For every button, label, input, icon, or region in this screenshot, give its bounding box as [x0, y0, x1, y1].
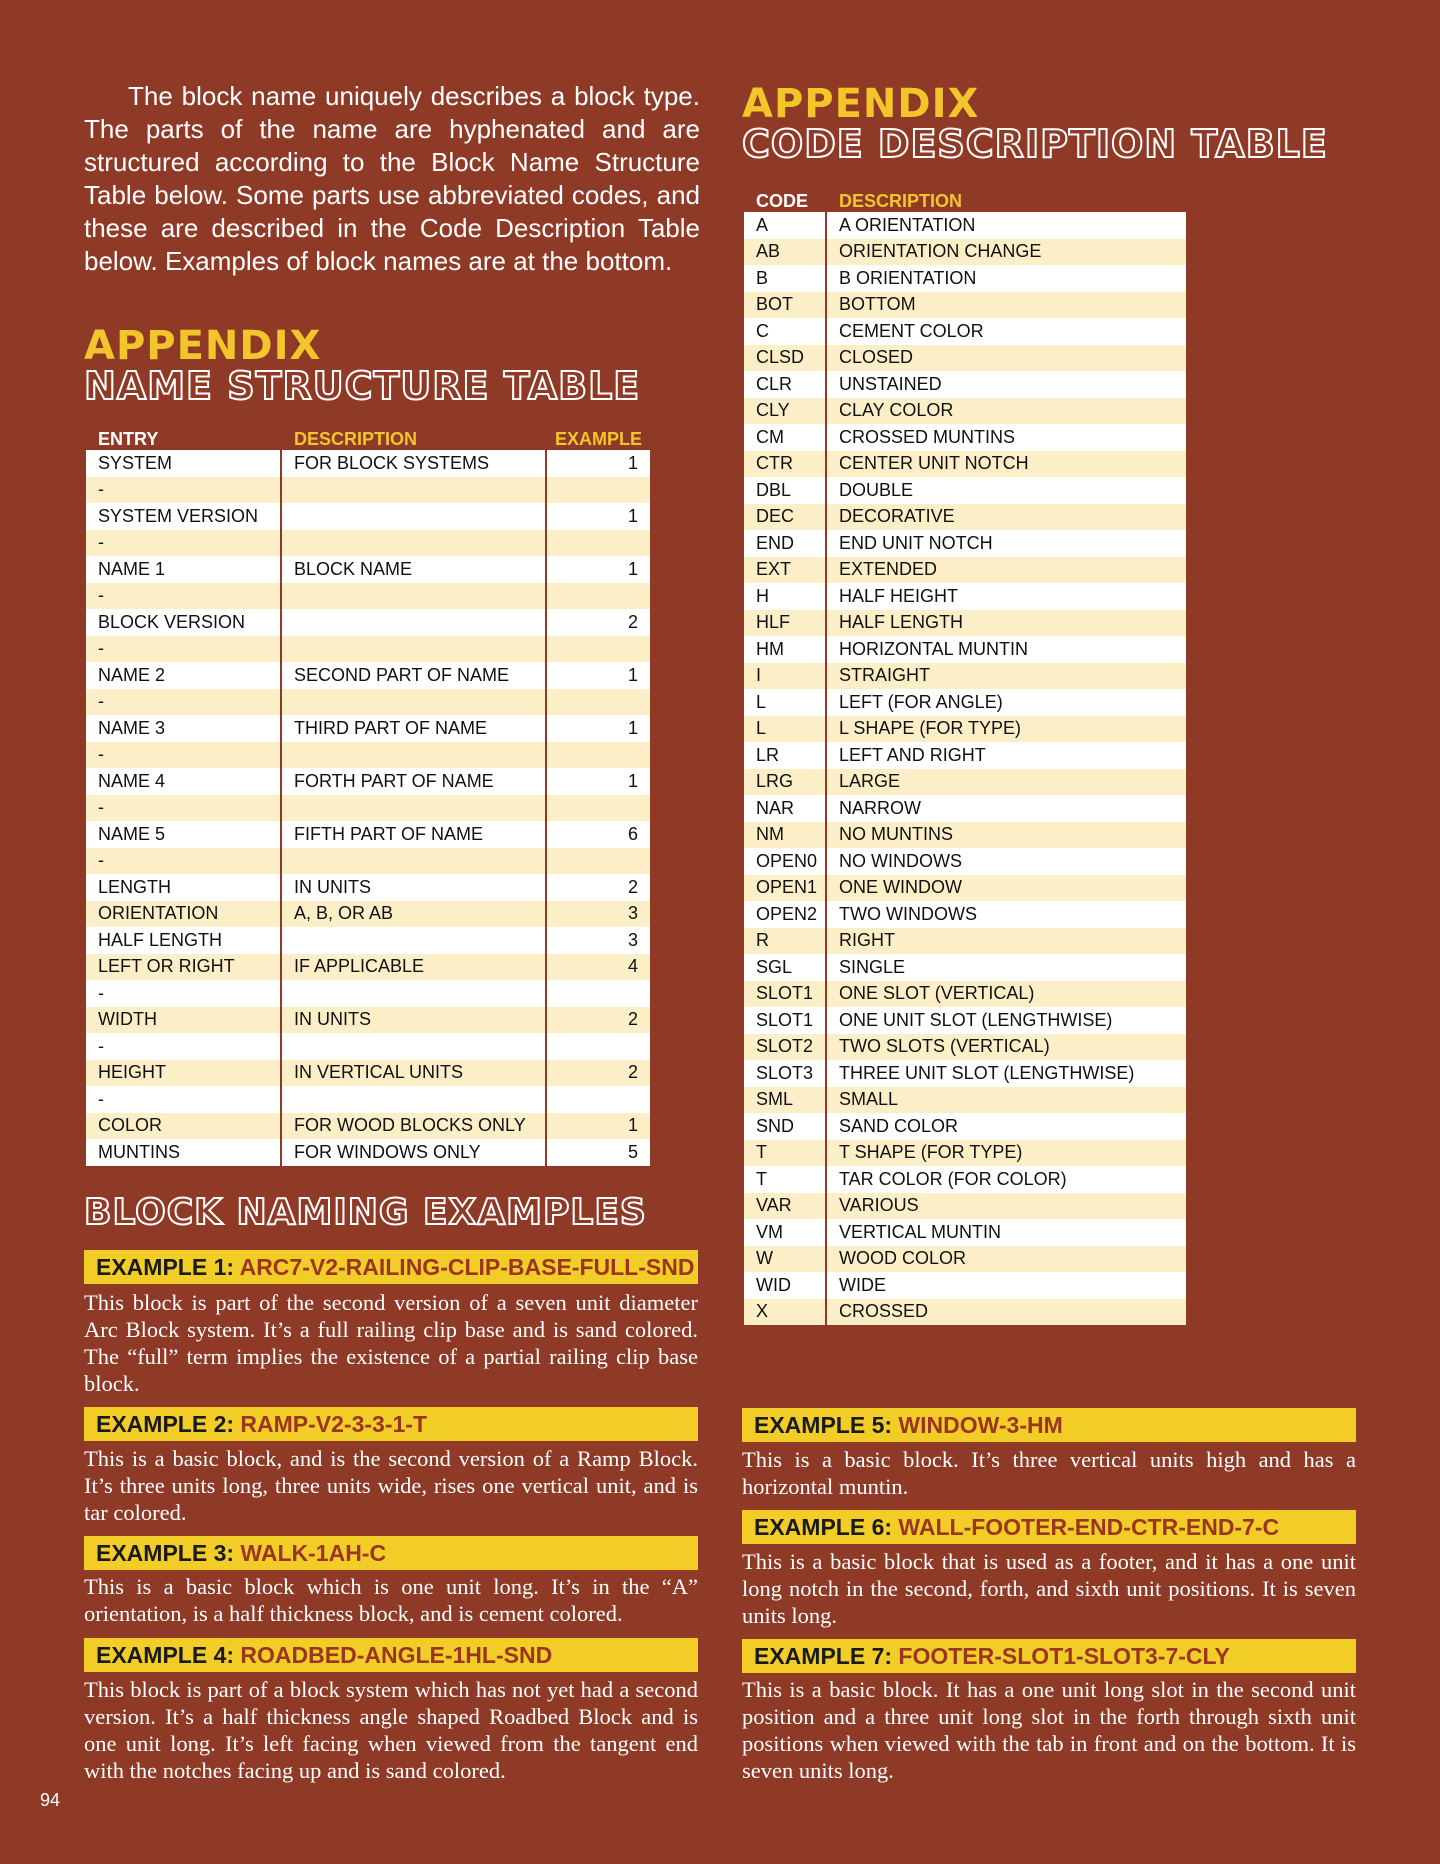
code-table-row [744, 663, 1186, 690]
code-table-row [744, 1113, 1186, 1140]
intro-paragraph: The block name uniquely describes a block type. The parts of the name are hyphenated and are structured according to the Block Name Structure Table below. Some parts use abbreviated codes, and these are described in the Code Description Table below. Examples of block names are at the bottom. [84, 81, 700, 276]
name-table-row-cell: IN UNITS [281, 874, 546, 901]
code-table-row-cell: TWO WINDOWS [826, 901, 1186, 928]
code-table-row-cell: SMALL [826, 1087, 1186, 1114]
name-table-row-cell [546, 848, 650, 875]
name-table-row-cell: - [86, 1033, 281, 1060]
code-table-row-cell: X [744, 1299, 826, 1326]
code-table-row-cell: HLF [744, 610, 826, 637]
code-table-row-cell: T [744, 1166, 826, 1193]
code-table-row [744, 212, 1186, 239]
code-table-row [744, 742, 1186, 769]
name-table-row [86, 556, 650, 583]
name-table-row-cell: LENGTH [86, 874, 281, 901]
code-table-row-cell: HM [744, 636, 826, 663]
code-table-row-cell: T SHAPE (FOR TYPE) [826, 1140, 1186, 1167]
code-table-row [744, 795, 1186, 822]
code-table-row-cell: CROSSED [826, 1299, 1186, 1326]
code-table-row-cell: CLR [744, 371, 826, 398]
name-table-row-cell: - [86, 1086, 281, 1113]
name-table-row-cell: 1 [546, 450, 650, 477]
code-table-row-cell: C [744, 318, 826, 345]
name-table-row-cell: - [86, 742, 281, 769]
example-6-text: This is a basic block that is used as a footer, and it has a one unit long notch in the second, forth, and sixth unit positions. It is seven units long. [742, 1549, 1356, 1628]
name-table-row-cell: 1 [546, 503, 650, 530]
name-table-row-cell [281, 689, 546, 716]
code-table-row-cell: ONE UNIT SLOT (LENGTHWISE) [826, 1007, 1186, 1034]
code-table-row-cell: VAR [744, 1193, 826, 1220]
name-table-row-cell: 2 [546, 609, 650, 636]
name-table-row-cell [546, 742, 650, 769]
code-table-row [744, 875, 1186, 902]
code-table-row [744, 371, 1186, 398]
name-table-row-cell: - [86, 636, 281, 663]
code-table-row [744, 477, 1186, 504]
name-table-row [86, 609, 650, 636]
code-table-row [744, 1034, 1186, 1061]
code-table-row-cell: CM [744, 424, 826, 451]
code-table-row-cell: LEFT AND RIGHT [826, 742, 1186, 769]
example-3-label: EXAMPLE 3: [96, 1540, 235, 1566]
code-table-row-cell: SINGLE [826, 954, 1186, 981]
name-table-row [86, 821, 650, 848]
code-table-row [744, 1140, 1186, 1167]
header-code-description: DESCRIPTION [826, 186, 1186, 212]
example-3-name: WALK-1AH-C [240, 1540, 387, 1566]
code-table-row-cell: CTR [744, 451, 826, 478]
code-table-row [744, 848, 1186, 875]
name-table-row [86, 689, 650, 716]
name-table-row [86, 848, 650, 875]
name-table-row-cell: HALF LENGTH [86, 927, 281, 954]
code-table-row [744, 557, 1186, 584]
name-structure-table [86, 424, 650, 1166]
code-table-row-cell: DECORATIVE [826, 504, 1186, 531]
example-6-label: EXAMPLE 6: [754, 1514, 893, 1540]
code-table-row-cell: SGL [744, 954, 826, 981]
name-table-row [86, 874, 650, 901]
code-table-row-cell: EXTENDED [826, 557, 1186, 584]
code-table-row [744, 901, 1186, 928]
name-table-row-cell: - [86, 848, 281, 875]
code-table-row-cell: CROSSED MUNTINS [826, 424, 1186, 451]
code-table-row [744, 292, 1186, 319]
name-table-row-cell [281, 636, 546, 663]
name-table-row-cell: SECOND PART OF NAME [281, 662, 546, 689]
name-table-title: NAME STRUCTURE TABLE [84, 364, 641, 408]
code-table-row-cell: TAR COLOR (FOR COLOR) [826, 1166, 1186, 1193]
code-table-row [744, 424, 1186, 451]
name-table-row-cell: 1 [546, 768, 650, 795]
examples-title: BLOCK NAMING EXAMPLES [84, 1192, 647, 1233]
code-table-row-cell: CLOSED [826, 345, 1186, 372]
name-table-row-cell [546, 583, 650, 610]
name-table-row-cell: FORTH PART OF NAME [281, 768, 546, 795]
name-table-row [86, 503, 650, 530]
name-table-row-cell: FOR WOOD BLOCKS ONLY [281, 1113, 546, 1140]
name-table-row-cell: NAME 4 [86, 768, 281, 795]
name-table-row [86, 901, 650, 928]
code-table-row [744, 769, 1186, 796]
name-table-row-cell: 4 [546, 954, 650, 981]
name-table-row [86, 477, 650, 504]
code-table-row [744, 822, 1186, 849]
name-table-row-cell: NAME 2 [86, 662, 281, 689]
code-table-row-cell: W [744, 1246, 826, 1273]
name-table-row-cell [281, 742, 546, 769]
code-table-row-cell: A ORIENTATION [826, 212, 1186, 239]
name-table-row-cell: 1 [546, 1113, 650, 1140]
name-table-row-cell: 5 [546, 1139, 650, 1166]
name-table-row [86, 980, 650, 1007]
page-number: 94 [40, 1790, 61, 1810]
code-table-row [744, 318, 1186, 345]
code-table-row [744, 981, 1186, 1008]
code-table-row-cell: VM [744, 1219, 826, 1246]
code-table-row-cell: I [744, 663, 826, 690]
example-4-text: This block is part of a block system which has not yet had a second version. It’s a half thickness angle shaped Roadbed Block and is one unit long. It’s left facing when viewed from the tangent end with the notches facing up and is sand colored. [84, 1677, 698, 1783]
example-4-bar [84, 1638, 698, 1672]
name-table-row-cell [281, 583, 546, 610]
code-table-row [744, 1193, 1186, 1220]
name-table-row-cell: 1 [546, 715, 650, 742]
code-table-row-cell: END UNIT NOTCH [826, 530, 1186, 557]
name-table-row-cell: 2 [546, 1060, 650, 1087]
example-7-label: EXAMPLE 7: [754, 1643, 893, 1669]
name-table-row [86, 1113, 650, 1140]
code-table-row-cell: NARROW [826, 795, 1186, 822]
code-table-row [744, 1166, 1186, 1193]
example-6-bar [742, 1510, 1356, 1544]
code-table-row-cell: BOT [744, 292, 826, 319]
code-table-row-cell: LR [744, 742, 826, 769]
code-table-row [744, 636, 1186, 663]
example-5-label: EXAMPLE 5: [754, 1412, 893, 1438]
code-table-row-cell: CENTER UNIT NOTCH [826, 451, 1186, 478]
name-table-row-cell [281, 848, 546, 875]
name-table-row [86, 1139, 650, 1166]
code-table-row-cell: NM [744, 822, 826, 849]
name-table-row [86, 1086, 650, 1113]
code-table-row-cell: OPEN2 [744, 901, 826, 928]
code-table-row [744, 928, 1186, 955]
name-table-row-cell: - [86, 795, 281, 822]
name-table-row-cell [281, 795, 546, 822]
name-table-row-cell [546, 980, 650, 1007]
code-table-row-cell: EXT [744, 557, 826, 584]
code-table-title: CODE DESCRIPTION TABLE [742, 122, 1328, 166]
name-table-row-cell: 2 [546, 1007, 650, 1034]
name-table-header-row [86, 424, 650, 450]
code-table-row-cell: SLOT2 [744, 1034, 826, 1061]
code-table-row [744, 504, 1186, 531]
name-table-row-cell: HEIGHT [86, 1060, 281, 1087]
example-5-bar [742, 1408, 1356, 1442]
name-table-row-cell: - [86, 689, 281, 716]
name-table-row-cell [281, 980, 546, 1007]
code-table-row [744, 451, 1186, 478]
name-table-row-cell: 3 [546, 901, 650, 928]
name-table-row-cell: WIDTH [86, 1007, 281, 1034]
code-table-row [744, 239, 1186, 266]
code-table-row-cell: R [744, 928, 826, 955]
name-table-row [86, 636, 650, 663]
code-table-row [744, 1219, 1186, 1246]
example-1-label: EXAMPLE 1: [96, 1254, 235, 1280]
code-table-row-cell: SLOT1 [744, 981, 826, 1008]
header-example: EXAMPLE [546, 424, 650, 450]
name-table-row-cell [546, 1086, 650, 1113]
example-2-label: EXAMPLE 2: [96, 1411, 235, 1437]
example-1-name: ARC7-V2-RAILING-CLIP-BASE-FULL-SND [239, 1254, 695, 1280]
name-table-row-cell: IN VERTICAL UNITS [281, 1060, 546, 1087]
name-table-row-cell: BLOCK VERSION [86, 609, 281, 636]
name-table-row-cell: FOR WINDOWS ONLY [281, 1139, 546, 1166]
example-3-bar [84, 1536, 698, 1570]
name-table-row-cell [281, 503, 546, 530]
code-table-row-cell: SAND COLOR [826, 1113, 1186, 1140]
code-table-row-cell: NO WINDOWS [826, 848, 1186, 875]
name-table-row [86, 954, 650, 981]
name-table-row-cell [546, 1033, 650, 1060]
code-table-row [744, 954, 1186, 981]
name-table-row [86, 450, 650, 477]
code-table-row-cell: ORIENTATION CHANGE [826, 239, 1186, 266]
code-table-row-cell: SLOT1 [744, 1007, 826, 1034]
name-table-row-cell: 2 [546, 874, 650, 901]
code-table-row-cell: BOTTOM [826, 292, 1186, 319]
name-table-row-cell: - [86, 980, 281, 1007]
name-table-row-cell: - [86, 530, 281, 557]
name-table-row-cell: A, B, OR AB [281, 901, 546, 928]
name-table-row-cell: THIRD PART OF NAME [281, 715, 546, 742]
code-table-row-cell: ONE SLOT (VERTICAL) [826, 981, 1186, 1008]
name-table-row-cell: FIFTH PART OF NAME [281, 821, 546, 848]
example-5-text: This is a basic block. It’s three vertical units high and has a horizontal muntin. [742, 1447, 1356, 1499]
example-4-label: EXAMPLE 4: [96, 1642, 235, 1668]
name-table-row [86, 768, 650, 795]
example-2-text: This is a basic block, and is the second version of a Ramp Block. It’s three units long, three units wide, rises one vertical unit, and is tar colored. [84, 1446, 698, 1525]
code-table-row [744, 1299, 1186, 1326]
code-table-row-cell: SML [744, 1087, 826, 1114]
code-table-row-cell: DOUBLE [826, 477, 1186, 504]
code-table-row-cell: ONE WINDOW [826, 875, 1186, 902]
code-table-row-cell: END [744, 530, 826, 557]
code-table-row [744, 530, 1186, 557]
name-table-row-cell: 1 [546, 662, 650, 689]
name-table-row [86, 583, 650, 610]
name-table-row-cell [281, 609, 546, 636]
code-table-row [744, 583, 1186, 610]
code-table-row [744, 610, 1186, 637]
example-7-bar [742, 1639, 1356, 1673]
example-1-text: This block is part of the second version of a seven unit diameter Arc Block system. It’s a full railing clip base and is sand colored. The “full” term implies the existence of a partial railing clip base block. [84, 1290, 698, 1396]
code-table-row-cell: B ORIENTATION [826, 265, 1186, 292]
example-7-name: FOOTER-SLOT1-SLOT3-7-CLY [898, 1643, 1230, 1669]
example-6-name: WALL-FOOTER-END-CTR-END-7-C [898, 1514, 1280, 1540]
name-table-row-cell: 6 [546, 821, 650, 848]
name-table-row-cell [546, 530, 650, 557]
code-table-row-cell: NAR [744, 795, 826, 822]
code-table-row-cell: HALF HEIGHT [826, 583, 1186, 610]
code-table-row [744, 1007, 1186, 1034]
code-table-row-cell: VARIOUS [826, 1193, 1186, 1220]
name-table-row-cell: 3 [546, 927, 650, 954]
code-table-row-cell: OPEN0 [744, 848, 826, 875]
code-table-title-appendix: APPENDIX [742, 81, 980, 127]
code-table-row [744, 1272, 1186, 1299]
header-description: DESCRIPTION [281, 424, 546, 450]
code-table-row [744, 345, 1186, 372]
code-table-row-cell: WIDE [826, 1272, 1186, 1299]
code-table-row-cell: RIGHT [826, 928, 1186, 955]
name-table-row-cell: MUNTINS [86, 1139, 281, 1166]
name-table-row-cell: IN UNITS [281, 1007, 546, 1034]
code-table-row-cell: NO MUNTINS [826, 822, 1186, 849]
code-table-row [744, 689, 1186, 716]
name-table-row-cell: - [86, 477, 281, 504]
name-table-row-cell [281, 1086, 546, 1113]
name-table-row-cell [281, 530, 546, 557]
code-table-row-cell: L [744, 716, 826, 743]
name-table-row-cell: FOR BLOCK SYSTEMS [281, 450, 546, 477]
name-table-row [86, 530, 650, 557]
code-table-row-cell: CEMENT COLOR [826, 318, 1186, 345]
code-table-row-cell: OPEN1 [744, 875, 826, 902]
name-table-row [86, 1033, 650, 1060]
name-table-row-cell: ORIENTATION [86, 901, 281, 928]
name-table-row [86, 742, 650, 769]
name-table-row-cell [281, 1033, 546, 1060]
code-table-row-cell: T [744, 1140, 826, 1167]
name-table-row [86, 1060, 650, 1087]
code-table-row-cell: SND [744, 1113, 826, 1140]
example-1-bar [84, 1250, 698, 1284]
name-table-row-cell: LEFT OR RIGHT [86, 954, 281, 981]
name-table-row-cell [281, 927, 546, 954]
name-table-row-cell [546, 636, 650, 663]
code-table-row [744, 1246, 1186, 1273]
code-table-row-cell: B [744, 265, 826, 292]
name-table-row-cell: SYSTEM [86, 450, 281, 477]
example-7-text: This is a basic block. It has a one unit long slot in the second unit position and a three unit long slot in the forth through sixth unit positions when viewed with the tab in front and on the bottom. It is seven units long. [742, 1677, 1356, 1783]
example-2-name: RAMP-V2-3-3-1-T [240, 1411, 427, 1437]
name-table-row-cell [546, 795, 650, 822]
code-table-row-cell: L SHAPE (FOR TYPE) [826, 716, 1186, 743]
code-table-row-cell: TWO SLOTS (VERTICAL) [826, 1034, 1186, 1061]
code-table-row-cell: AB [744, 239, 826, 266]
code-table-row-cell: CLAY COLOR [826, 398, 1186, 425]
name-table-row-cell [546, 477, 650, 504]
name-table-row-cell: NAME 5 [86, 821, 281, 848]
name-table-row-cell: - [86, 583, 281, 610]
code-table-row [744, 1087, 1186, 1114]
name-table-row-cell: NAME 1 [86, 556, 281, 583]
example-5-name: WINDOW-3-HM [898, 1412, 1063, 1438]
code-table-row-cell: DEC [744, 504, 826, 531]
code-table-row-cell: WOOD COLOR [826, 1246, 1186, 1273]
code-description-table [744, 186, 1186, 1325]
code-table-row-cell: H [744, 583, 826, 610]
name-table-row-cell [546, 689, 650, 716]
code-table-row [744, 265, 1186, 292]
code-table-row-cell: VERTICAL MUNTIN [826, 1219, 1186, 1246]
name-table-row [86, 1007, 650, 1034]
header-entry: ENTRY [86, 424, 281, 450]
name-table-row-cell: IF APPLICABLE [281, 954, 546, 981]
name-table-row [86, 715, 650, 742]
code-table-row-cell: LEFT (FOR ANGLE) [826, 689, 1186, 716]
code-table-row-cell: LRG [744, 769, 826, 796]
code-table-row-cell: HORIZONTAL MUNTIN [826, 636, 1186, 663]
code-table-row [744, 398, 1186, 425]
code-table-row-cell: A [744, 212, 826, 239]
name-table-row-cell [281, 477, 546, 504]
code-table-row-cell: LARGE [826, 769, 1186, 796]
example-3-text: This is a basic block which is one unit long. It’s in the “A” orientation, is a half thickness block, and is cement colored. [84, 1574, 698, 1626]
code-table-row [744, 716, 1186, 743]
code-table-row-cell: WID [744, 1272, 826, 1299]
code-table-row [744, 1060, 1186, 1087]
name-table-row-cell: BLOCK NAME [281, 556, 546, 583]
code-table-row-cell: UNSTAINED [826, 371, 1186, 398]
name-table-row [86, 662, 650, 689]
name-table-row-cell: NAME 3 [86, 715, 281, 742]
name-table-row [86, 795, 650, 822]
code-table-row-cell: THREE UNIT SLOT (LENGTHWISE) [826, 1060, 1186, 1087]
example-4-name: ROADBED-ANGLE-1HL-SND [240, 1642, 553, 1668]
name-table-row-cell: COLOR [86, 1113, 281, 1140]
header-code: CODE [744, 186, 826, 212]
example-2-bar [84, 1407, 698, 1441]
code-table-row-cell: L [744, 689, 826, 716]
name-table-row-cell: SYSTEM VERSION [86, 503, 281, 530]
code-table-row-cell: SLOT3 [744, 1060, 826, 1087]
code-table-row-cell: STRAIGHT [826, 663, 1186, 690]
code-table-header-row [744, 186, 1186, 212]
name-table-row [86, 927, 650, 954]
code-table-row-cell: HALF LENGTH [826, 610, 1186, 637]
code-table-row-cell: CLY [744, 398, 826, 425]
name-table-title-appendix: APPENDIX [84, 323, 322, 369]
code-table-row-cell: CLSD [744, 345, 826, 372]
name-table-row-cell: 1 [546, 556, 650, 583]
code-table-row-cell: DBL [744, 477, 826, 504]
